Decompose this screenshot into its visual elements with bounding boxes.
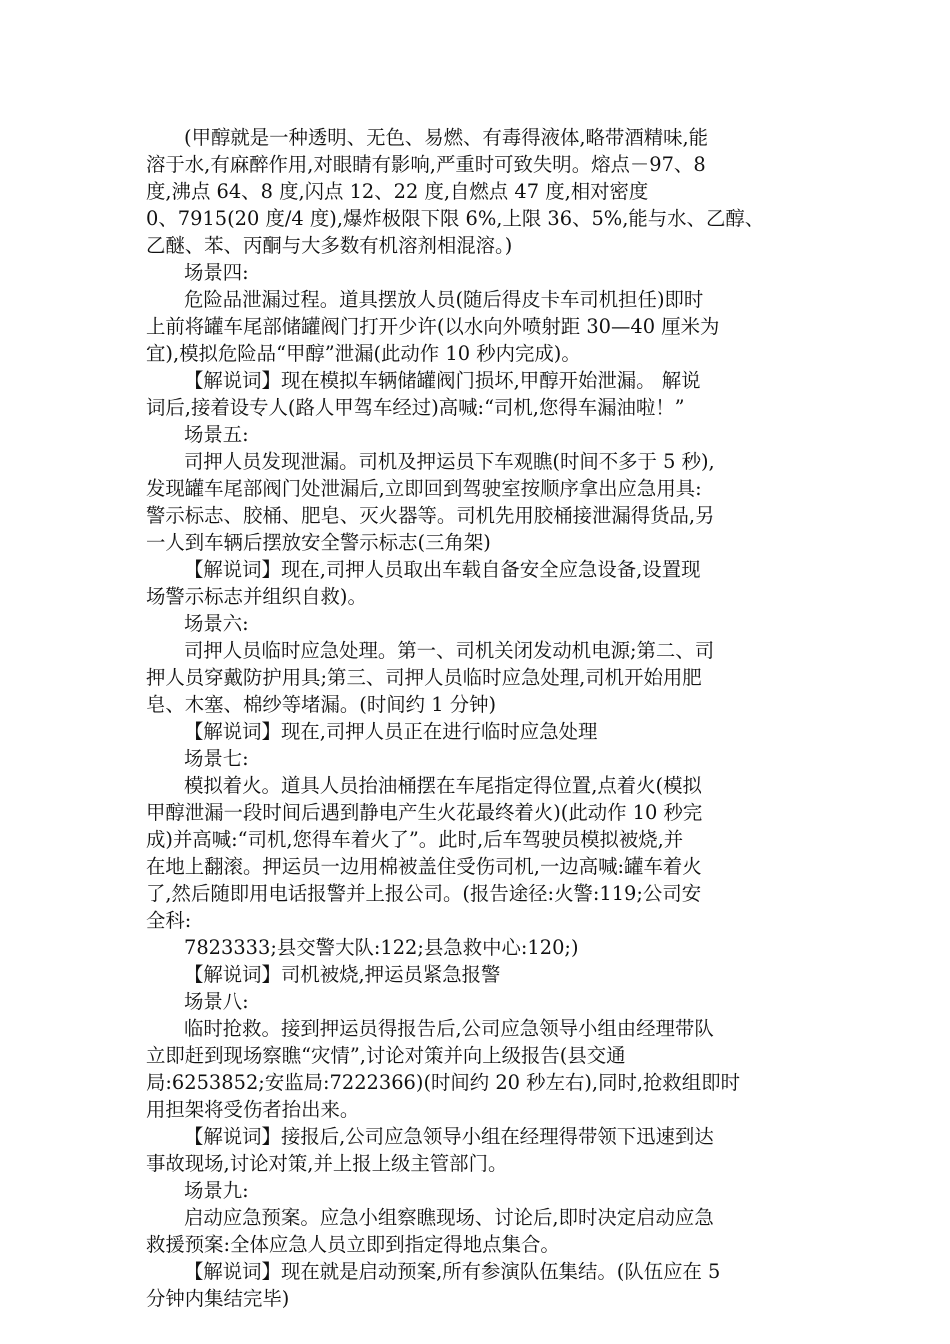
text-line: 【解说词】现在,司押人员取出车载自备安全应急设备,设置现 xyxy=(184,558,701,581)
text-line: 危险品泄漏过程。道具摆放人员(随后得皮卡车司机担任)即时 xyxy=(184,288,704,311)
text-line: 立即赶到现场察瞧“灾情”,讨论对策并向上级报告(县交通 xyxy=(146,1044,626,1067)
text-line: 成)并高喊:“司机,您得车着火了”。此时,后车驾驶员模拟被烧,并 xyxy=(146,828,684,851)
text-line: 司押人员发现泄漏。司机及押运员下车观瞧(时间不多于 5 秒), xyxy=(184,450,715,473)
text-line: 词后,接着设专人(路人甲驾车经过)高喊:“司机,您得车漏油啦！” xyxy=(146,396,685,419)
text-line: 场警示标志并组织自救)。 xyxy=(146,585,367,608)
text-line: 司押人员临时应急处理。第一、司机关闭发动机电源;第二、司 xyxy=(184,639,715,662)
text-line: 事故现场,讨论对策,并上报上级主管部门。 xyxy=(146,1152,508,1175)
text-line: 用担架将受伤者抬出来。 xyxy=(146,1098,360,1121)
text-line: 警示标志、胶桶、肥皂、灭火器等。司机先用胶桶接泄漏得货品,另 xyxy=(146,504,715,527)
text-line: 宜),模拟危险品“甲醇”泄漏(此动作 10 秒内完成)。 xyxy=(146,342,581,365)
text-line: 【解说词】现在就是启动预案,所有参演队伍集结。(队伍应在 5 xyxy=(184,1260,721,1283)
text-line: 场景七: xyxy=(184,747,249,770)
text-line: 【解说词】现在模拟车辆储罐阀门损坏,甲醇开始泄漏。 解说 xyxy=(184,369,701,392)
text-line: 场景九: xyxy=(184,1179,249,1202)
text-line: 全科: xyxy=(146,909,192,932)
text-line: 一人到车辆后摆放安全警示标志(三角架) xyxy=(146,531,491,554)
text-line: (甲醇就是一种透明、无色、易燃、有毒得液体,略带酒精味,能 xyxy=(184,126,709,149)
text-line: 模拟着火。道具人员抬油桶摆在车尾指定得位置,点着火(模拟 xyxy=(184,774,702,797)
text-line: 7823333;县交警大队:122;县急救中心:120;) xyxy=(184,936,579,959)
document-body xyxy=(146,124,806,1312)
text-line: 【解说词】接报后,公司应急领导小组在经理得带领下迅速到达 xyxy=(184,1125,714,1148)
text-line: 溶于水,有麻醉作用,对眼睛有影响,严重时可致失明。熔点－97、8 xyxy=(146,153,706,176)
text-line: 发现罐车尾部阀门处泄漏后,立即回到驾驶室按顺序拿出应急用具: xyxy=(146,477,702,500)
text-line: 启动应急预案。应急小组察瞧现场、讨论后,即时决定启动应急 xyxy=(184,1206,714,1229)
text-line: 了,然后随即用电话报警并上报公司。(报告途径:火警:119;公司安 xyxy=(146,882,702,905)
text-line: 乙醚、苯、丙酮与大多数有机溶剂相混溶。) xyxy=(146,234,513,257)
text-line: 皂、木塞、棉纱等堵漏。(时间约 1 分钟) xyxy=(146,693,497,716)
text-line: 押人员穿戴防护用具;第三、司押人员临时应急处理,司机开始用肥 xyxy=(146,666,702,689)
text-line: 度,沸点 64、8 度,闪点 12、22 度,自燃点 47 度,相对密度 xyxy=(146,180,649,203)
text-line: 场景八: xyxy=(184,990,249,1013)
text-line: 局:6253852;安监局:7222366)(时间约 20 秒左右),同时,抢救组即时 xyxy=(146,1071,740,1094)
text-line: 【解说词】司机被烧,押运员紧急报警 xyxy=(184,963,501,986)
text-line: 在地上翻滚。押运员一边用棉被盖住受伤司机,一边高喊:罐车着火 xyxy=(146,855,702,878)
text-line: 【解说词】现在,司押人员正在进行临时应急处理 xyxy=(184,720,598,743)
text-line: 救援预案:全体应急人员立即到指定得地点集合。 xyxy=(146,1233,560,1256)
text-line: 分钟内集结完毕) xyxy=(146,1287,290,1310)
text-line: 临时抢救。接到押运员得报告后,公司应急领导小组由经理带队 xyxy=(184,1017,714,1040)
text-line: 0、7915(20 度/4 度),爆炸极限下限 6%,上限 36、5%,能与水、乙醇、 xyxy=(146,207,765,230)
text-line: 上前将罐车尾部储罐阀门打开少许(以水向外喷射距 30—40 厘米为 xyxy=(146,315,720,338)
text-line: 场景五: xyxy=(184,423,249,446)
text-line: 场景六: xyxy=(184,612,249,635)
text-line: 甲醇泄漏一段时间后遇到静电产生火花最终着火)(此动作 10 秒完 xyxy=(146,801,703,824)
text-line: 场景四: xyxy=(184,261,249,284)
